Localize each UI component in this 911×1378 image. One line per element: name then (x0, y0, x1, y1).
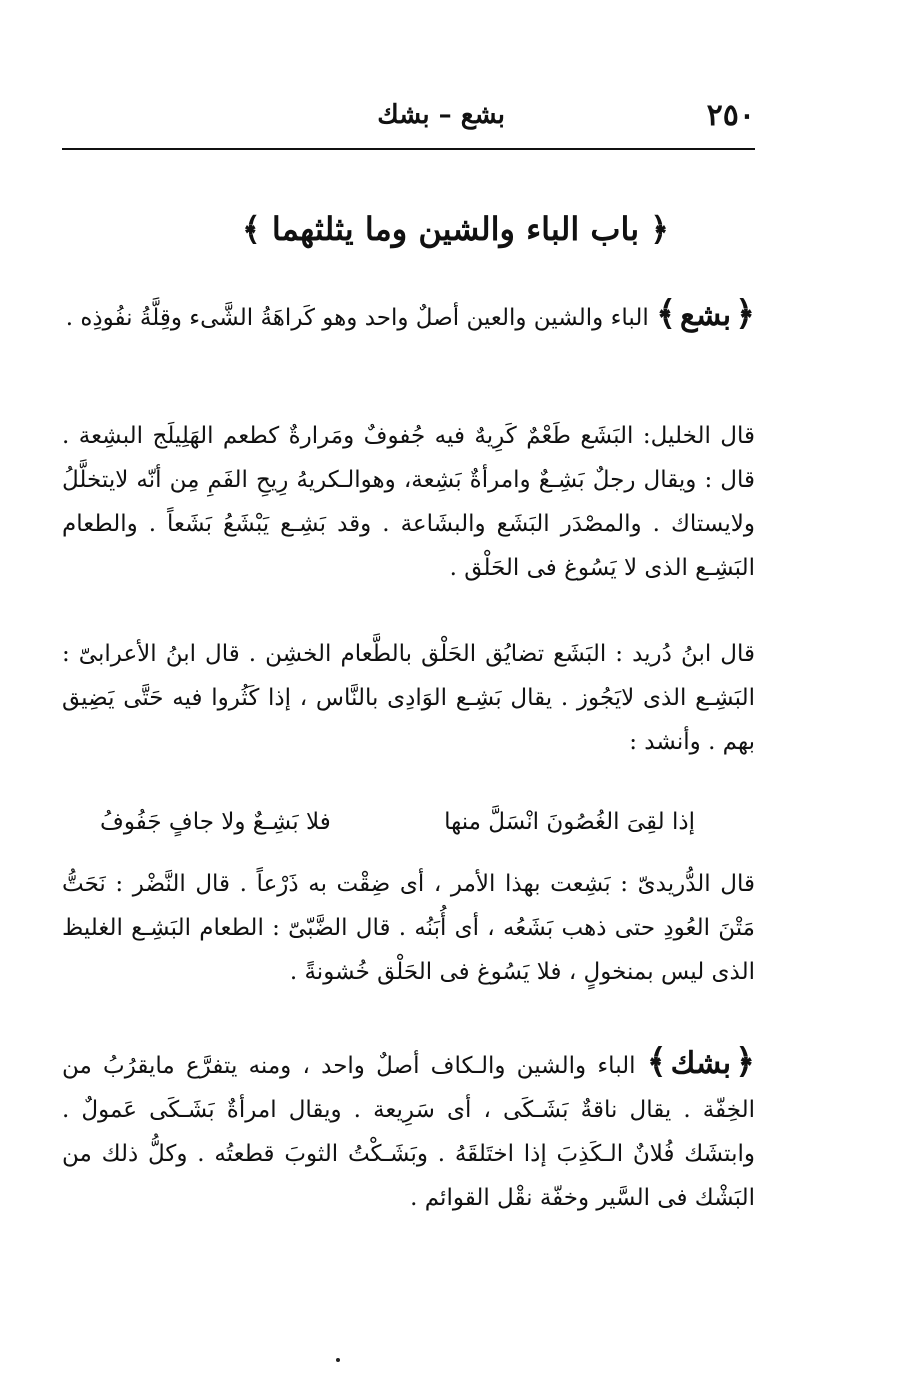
paragraph-text: قال الدُّريدىّ : بَشِعت بهذا الأمر ، أى ضِقْت به ذَرْعاً . قال النَّضْر : نَحَتُّ مَتْنَ العُودِ حتى ذهب بَشَعُه ، أى أُبَنُه . قال الضَّبّىّ : الطعام البَشِـع الغليظ الذى ليس بمنخولٍ ، فلا يَسُوغ فى الحَلْق خُشونةً . (62, 871, 755, 985)
chapter-open-bracket: ﴿ (650, 210, 670, 248)
paragraph (62, 862, 755, 994)
entry-open-bracket: ﴿ (735, 1042, 755, 1082)
verse-first-hemistich: إذا لقِىَ الغُصُونَ انْسَلَّ منها (444, 809, 695, 835)
entry-bshk (62, 1040, 755, 1220)
paragraph (62, 632, 755, 764)
page-number: ٢٥٠ (706, 98, 755, 133)
entry-open-bracket: ﴿ (735, 294, 755, 334)
entry-headword: بشع (679, 298, 732, 333)
page-header (62, 98, 755, 150)
entry-bshc-intro (62, 292, 755, 340)
chapter-title (0, 210, 911, 248)
paragraph-text: قال ابنُ دُريد : البَشَع تضايُق الحَلْق بالطَّعام الخشِن . قال ابنُ الأعرابىّ : البَشِـع الذى لايَجُوز . يقال بَشِـع الوَادِى بالنَّاس ، إذا كَثُروا فيه حَتَّى يَضِيق بهم . وأنشد : (62, 641, 755, 755)
paragraph-text: الباء والشين والـكاف أصلٌ واحد ، ومنه يتفرَّع مايقرُبُ من الخِفّة . يقال ناقةٌ بَشَـكَى ، أى سَرِيعة . ويقال امرأةٌ بَشَـكَى عَمولٌ . وابتشَك فُلانٌ الـكَذِبَ إذا اختَلقَهُ . وبَشَـكْتُ الثوبَ قطعتُه . وكلُّ ذلك من البَشْك فى السَّير وخفّة نقْل القوائم . (62, 1053, 755, 1211)
entry-close-bracket: ﴾ (656, 294, 676, 334)
running-head: بشع – بشك (377, 100, 505, 130)
paragraph-text: قال الخليل: البَشَع طَعْمٌ كَرِيهٌ فيه جُفوفٌ ومَرارةٌ كطعم الهَلِيلَج البشِعة . قال : ويقال رجلٌ بَشِـعٌ وامرأةٌ بَشِعة، وهوالـكريهُ رِيحِ الفَمِ مِن أنّه لايتخلَّلُ ولايستاك . والمصْدَر البَشَع والبشَاعة . وقد بَشِـع يَبْشَعُ بَشَعاً . والطعام البَشِـع الذى لا يَسُوغ فى الحَلْق . (62, 423, 755, 581)
paragraph (62, 414, 755, 590)
verse-second-hemistich: فلا بَشِـعٌ ولا جافٍ جَفُوفُ (100, 809, 331, 835)
entry-intro-text: الباء والشين والعين أصلٌ واحد وهو كَراهَةُ الشَّىء وقِلَّةُ نفُوذِه . (65, 305, 649, 331)
entry-headword: بشك (670, 1046, 732, 1081)
chapter-title-text: باب الباء والشين وما يثلثهما (271, 210, 640, 248)
poetry-verse (100, 800, 695, 844)
print-speck (336, 1358, 340, 1362)
chapter-close-bracket: ﴾ (241, 210, 261, 248)
entry-close-bracket: ﴾ (646, 1042, 667, 1082)
